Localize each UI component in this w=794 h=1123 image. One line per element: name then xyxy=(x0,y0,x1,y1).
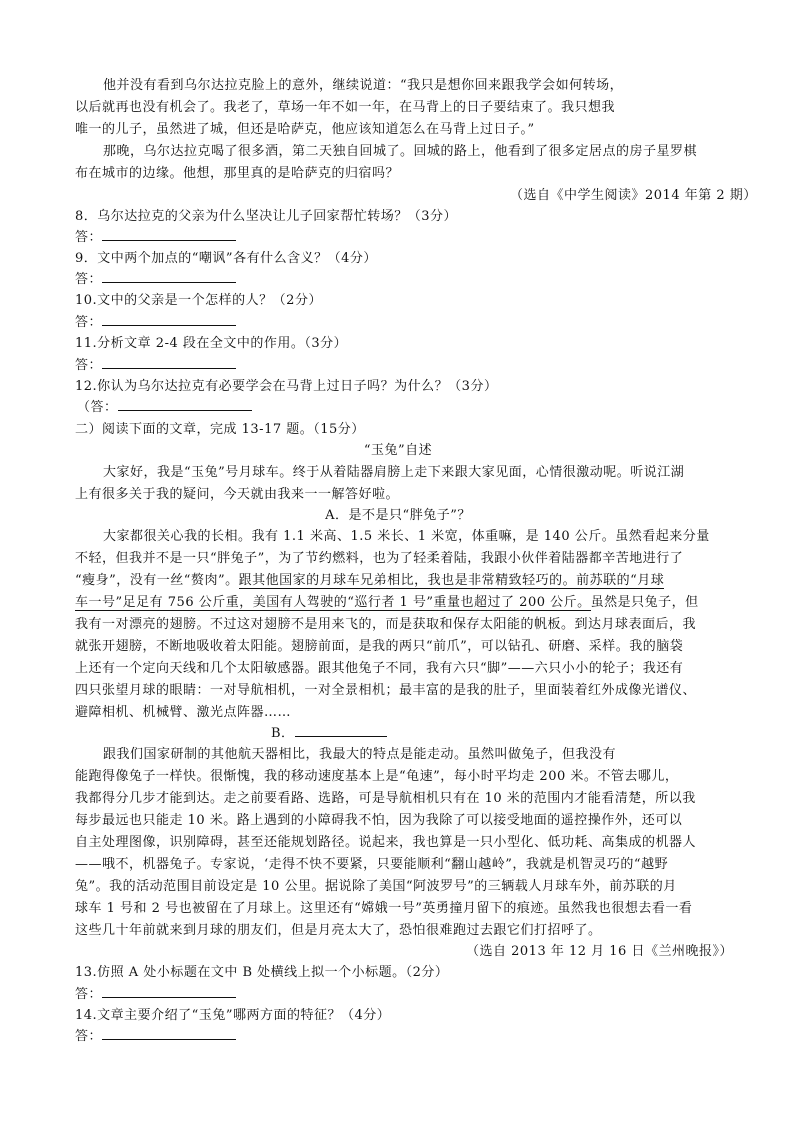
story-paragraph-line: 以后就再也没有机会了。我老了，草场一年不如一年，在马背上的日子要结束了。我只想我 xyxy=(75,100,616,115)
article-paragraph-line: 我有一对漂亮的翅膀。不过这对翅膀不是用来飞的，而是获取和保存太阳能的帆板。到达月球表面后，我 xyxy=(75,617,697,632)
underlined-sentence: 车一号”足足有 756 公斤重，美国有人驾驶的“巡行者 1 号”重量也超过了 200 公斤。 xyxy=(75,595,591,610)
story-paragraph-line: 布在城市的边缘。他想，那里真的是哈萨克的归宿吗？ xyxy=(75,166,400,181)
answer-label: 答： xyxy=(75,356,236,376)
question-14: 14.文章主要介绍了“玉兔”哪两方面的特征？（4分） xyxy=(75,1008,391,1023)
section-heading: 二）阅读下面的文章，完成 13-17 题。（15分） xyxy=(75,422,365,437)
source-citation: （选自 2013 年 12 月 16 日《兰州晚报》） xyxy=(466,944,733,959)
answer-label: 答： xyxy=(75,228,236,248)
answer-blank[interactable] xyxy=(102,356,236,369)
answer-blank[interactable] xyxy=(102,1027,236,1040)
answer-blank[interactable] xyxy=(102,313,236,326)
answer-blank[interactable] xyxy=(102,985,236,998)
source-citation: （选自《中学生阅读》2014 年第 2 期） xyxy=(510,188,757,203)
question-8: 8．乌尔达拉克的父亲为什么坚决让儿子回家帮忙转场？（3分） xyxy=(75,209,458,224)
answer-blank[interactable] xyxy=(102,270,236,283)
article-paragraph-line: 四只张望月球的眼睛：一对导航相机，一对全景相机；最丰富的是我的肚子，里面装着红外成像光谱仪、 xyxy=(75,683,697,698)
article-paragraph-line: 自主处理图像，识别障碍，甚至还能规划路径。说起来，我也算是一只小型化、低功耗、高集成的机器人 xyxy=(75,835,697,850)
subtitle-b: B． xyxy=(271,724,387,744)
article-paragraph-line: 球车 1 号和 2 号也被留在了月球上。这里还有“嫦娥一号”英勇撞月留下的痕迹。虽然我也很想去看一看 xyxy=(75,901,693,916)
answer-label: 答： xyxy=(75,1027,236,1047)
article-paragraph-line: 这些几十年前就来到月球的朋友们，但是月亮太大了，恐怕很难跑过去跟它们打招呼了。 xyxy=(75,923,602,938)
article-paragraph-line: “瘦身”，没有一丝“赘肉”。跟其他国家的月球车兄弟相比，我也是非常精致轻巧的。前苏联的“月球 xyxy=(75,573,665,588)
article-paragraph-line: 车一号”足足有 756 公斤重，美国有人驾驶的“巡行者 1 号”重量也超过了 200 公斤。虽然是只兔子，但 xyxy=(75,595,699,610)
question-13: 13.仿照 A 处小标题在文中 B 处横线上拟一个小标题。（2分） xyxy=(75,965,449,980)
article-paragraph-line: 兔”。我的活动范围目前设定是 10 公里。据说除了美国“阿波罗号”的三辆载人月球车外，前苏联的月 xyxy=(75,879,677,894)
answer-label: 答： xyxy=(75,313,236,333)
article-paragraph-line: 上有很多关于我的疑问，今天就由我来一一解答好啦。 xyxy=(75,487,400,502)
story-paragraph-line: 唯一的儿子，虽然进了城，但还是哈萨克，他应该知道怎么在马背上过日子。” xyxy=(75,122,535,137)
answer-label: （答： xyxy=(77,398,252,418)
article-title: “玉兔”自述 xyxy=(363,443,433,458)
question-9: 9．文中两个加点的“嘲讽”各有什么含义？（4分） xyxy=(75,251,377,266)
article-paragraph-line: 跟我们国家研制的其他航天器相比，我最大的特点是能走动。虽然叫做兔子，但我没有 xyxy=(103,747,617,762)
question-11: 11.分析文章 2-4 段在全文中的作用。（3分） xyxy=(75,336,348,351)
article-paragraph-line: 避障相机、机械臂、激光点阵器…… xyxy=(75,705,292,720)
question-12: 12.你认为乌尔达拉克有必要学会在马背上过日子吗？为什么？（3分） xyxy=(75,379,498,394)
article-paragraph-line: 每步最远也只能走 10 米。路上遇到的小障碍我不怕，因为我除了可以接受地面的遥控操作外，还可以 xyxy=(75,813,683,828)
answer-label: 答： xyxy=(75,270,236,290)
story-paragraph-line: 他并没有看到乌尔达拉克脸上的意外，继续说道：“我只是想你回来跟我学会如何转场， xyxy=(103,78,624,93)
article-paragraph-line: 我都得分几步才能到达。走之前要看路、选路，可是导航相机只有在 10 米的范围内才能看清楚，所以我 xyxy=(75,791,696,806)
answer-blank[interactable] xyxy=(102,228,236,241)
article-paragraph-line: 就张开翅膀，不断地吸收着太阳能。翅膀前面，是我的两只“前爪”，可以钻孔、研磨、采样。我的脑袋 xyxy=(75,639,684,654)
article-paragraph-line: 大家好，我是“玉兔”号月球车。终于从着陆器肩膀上走下来跟大家见面，心情很激动呢。听说江湖 xyxy=(103,465,685,480)
answer-label: 答： xyxy=(75,985,236,1005)
subtitle-a: A．是不是只“胖兔子”？ xyxy=(325,508,471,523)
article-paragraph-line: ——哦不，机器兔子。专家说，‘走得不快不要紧，只要能顺利“翻山越岭”，我就是机智灵巧的“越野 xyxy=(75,857,669,872)
underlined-sentence: 跟其他国家的月球车兄弟相比，我也是非常精致轻巧的。前苏联的“月球 xyxy=(238,573,665,588)
answer-blank[interactable] xyxy=(118,398,252,411)
question-10: 10.文中的父亲是一个怎样的人？（2分） xyxy=(75,293,322,308)
subtitle-b-blank[interactable] xyxy=(295,724,387,737)
article-paragraph-line: 不轻，但我并不是一只“胖兔子”，为了节约燃料，也为了轻柔着陆，我跟小伙伴着陆器都辛苦地进行了 xyxy=(75,551,684,566)
story-paragraph-line: 那晚，乌尔达拉克喝了很多酒，第二天独自回城了。回城的路上，他看到了很多定居点的房子星罗棋 xyxy=(103,144,698,159)
article-paragraph-line: 大家都很关心我的长相。我有 1.1 米高、1.5 米长、1 米宽，体重嘛，是 140 公斤。虽然看起来分量 xyxy=(103,529,710,544)
article-paragraph-line: 上还有一个定向天线和几个太阳敏感器。跟其他兔子不同，我有六只“脚”——六只小小的轮子；我还有 xyxy=(75,661,684,676)
article-paragraph-line: 能跑得像兔子一样快。很惭愧，我的移动速度基本上是“龟速”，每小时平均走 200 米。不管去哪儿， xyxy=(75,769,679,784)
